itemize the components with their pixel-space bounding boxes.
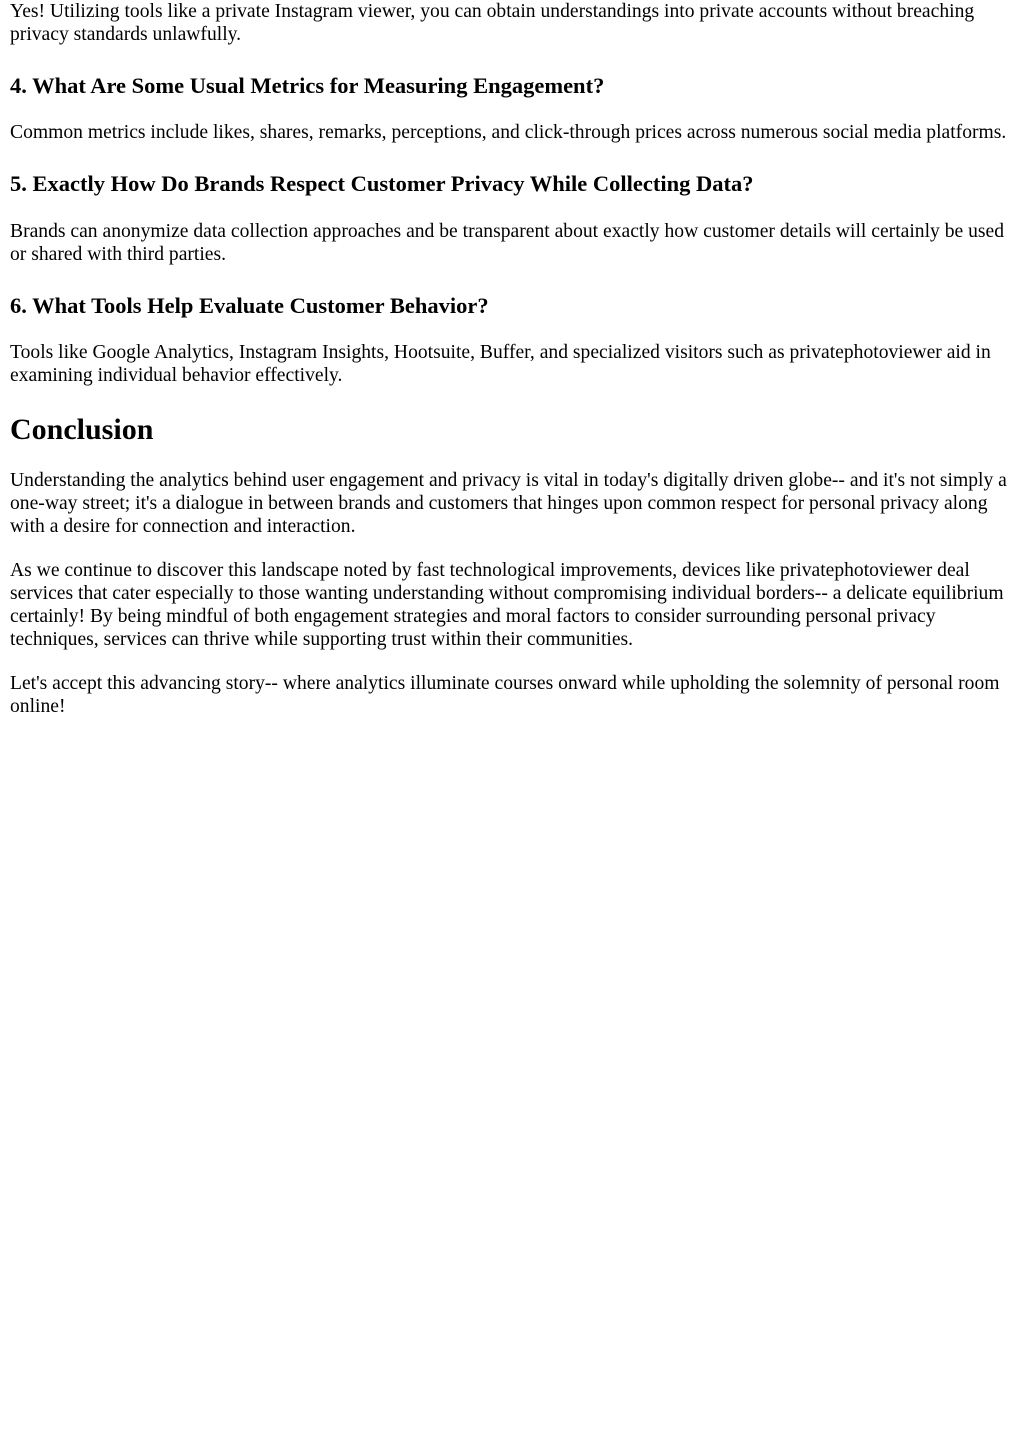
article-body xyxy=(0,0,1024,718)
conclusion-heading: Conclusion xyxy=(10,413,154,446)
faq-question-5: 5. Exactly How Do Brands Respect Customer Privacy While Collecting Data? xyxy=(10,171,754,196)
faq-answer-5: Brands can anonymize data collection approaches and be transparent about exactly how customer details will certainly be used or shared with third parties. xyxy=(10,221,1005,265)
faq-answer-6: Tools like Google Analytics, Instagram Insights, Hootsuite, Buffer, and specialized visitors such as privatephotoviewer aid in examining individual behavior effectively. xyxy=(10,342,991,386)
conclusion-paragraph: Let's accept this advancing story-- where analytics illuminate courses onward while upholding the solemnity of personal room online! xyxy=(10,673,1000,717)
faq-answer-3: Yes! Utilizing tools like a private Instagram viewer, you can obtain understandings into private accounts without breaching privacy standards unlawfully. xyxy=(10,1,975,45)
faq-question-4: 4. What Are Some Usual Metrics for Measuring Engagement? xyxy=(10,73,605,98)
conclusion-paragraph: As we continue to discover this landscape noted by fast technological improvements, devices like privatephotoviewer deal services that cater especially to those wanting understanding without compromising individual borders-- a delicate equilibrium certainly! By being mindful of both engagement strategies and moral factors to consider surrounding personal privacy techniques, services can thrive while supporting trust within their communities. xyxy=(10,560,1004,650)
faq-question-6: 6. What Tools Help Evaluate Customer Behavior? xyxy=(10,293,489,318)
conclusion-paragraph: Understanding the analytics behind user engagement and privacy is vital in today's digitally driven globe-- and it's not simply a one-way street; it's a dialogue in between brands and customers that hinges upon common respect for personal privacy along with a desire for connection and interaction. xyxy=(10,470,1007,537)
faq-answer-4: Common metrics include likes, shares, remarks, perceptions, and click-through prices across numerous social media platforms. xyxy=(10,122,1007,143)
